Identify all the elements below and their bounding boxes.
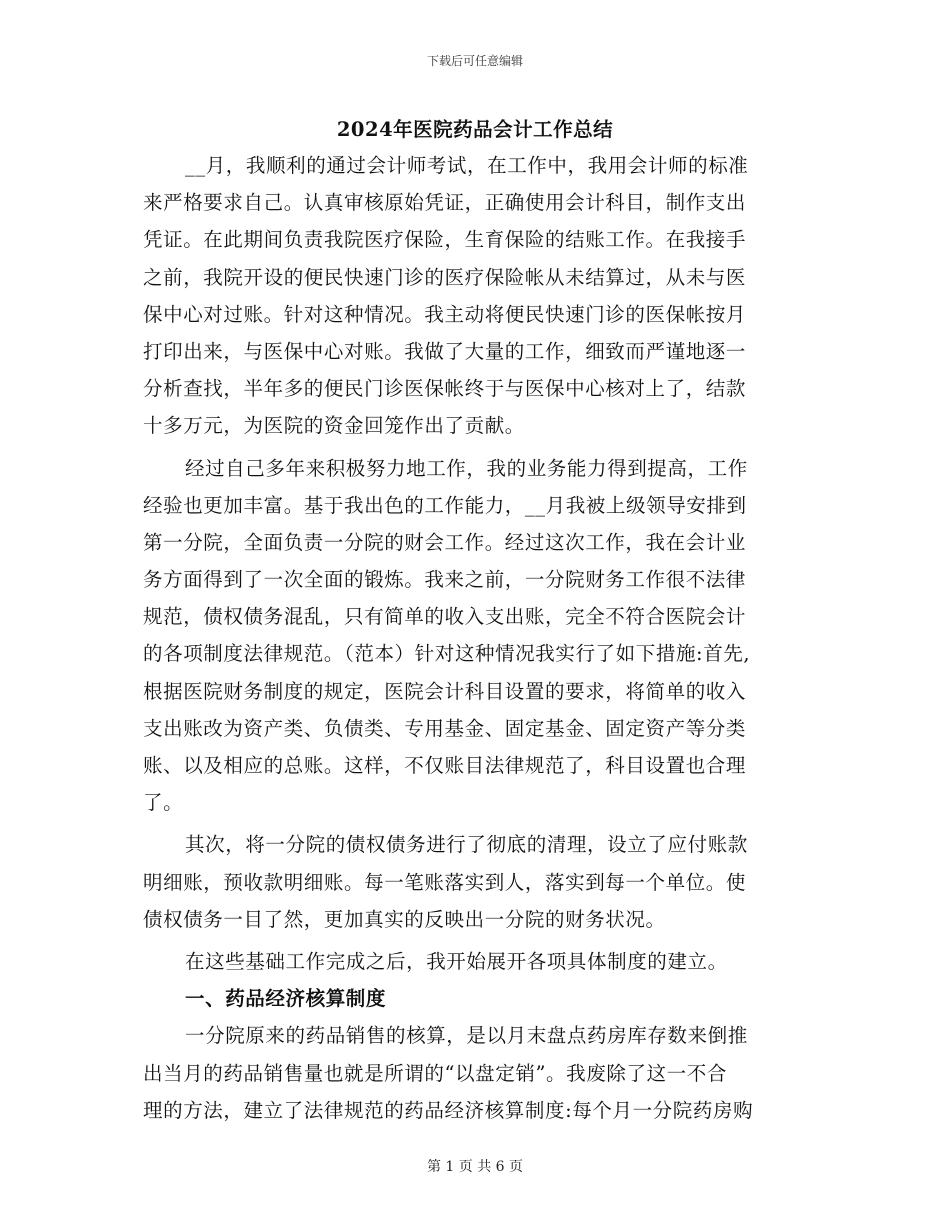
paragraph-line: __月，我顺利的通过会计师考试，在工作中，我用会计师的标准 — [185, 154, 749, 177]
paragraph-line: 之前，我院开设的便民快速门诊的医疗保险帐从未结算过，从未与医 — [143, 265, 747, 289]
section-heading: 一、药品经济核算制度 — [185, 987, 387, 1011]
paragraph-line: 根据医院财务制度的规定，医院会计科目设置的要求，将简单的收入 — [143, 679, 747, 703]
paragraph-line: 一分院原来的药品销售的核算，是以月末盘点药房库存数来倒推 — [185, 1024, 748, 1048]
paragraph-line: 其次，将一分院的债权债务进行了彻底的清理，设立了应付账款 — [185, 833, 748, 857]
header-note: 下载后可任意编辑 — [426, 54, 523, 68]
paragraph-line: 保中心对过账。针对这种情况。我主动将便民快速门诊的医保帐按月 — [143, 302, 747, 326]
paragraph-line: 的各项制度法律规范。（范本）针对这种情况我实行了如下措施:首先, — [143, 642, 751, 666]
paragraph-line: 明细账，预收款明细账。每一笔账落实到人，落实到每一个单位。使 — [143, 870, 747, 894]
paragraph-line: 分析查找，半年多的便民门诊医保帐终于与医保中心核对上了，结款 — [143, 377, 747, 401]
document-title: 2024年医院药品会计工作总结 — [336, 118, 614, 141]
paragraph-line: 出当月的药品销售量也就是所谓的“以盘定销”。我废除了这一不合 — [143, 1061, 727, 1085]
paragraph-line: 凭证。在此期间负责我院医疗保险，生育保险的结账工作。在我接手 — [143, 228, 747, 252]
paragraph-line: 经验也更加丰富。基于我出色的工作能力，__月我被上级领导安排到 — [143, 493, 747, 517]
paragraph-line: 理的方法，建立了法律规范的药品经济核算制度:每个月一分院药房购 — [143, 1098, 754, 1122]
paragraph-line: 第一分院，全面负责一分院的财会工作。经过这次工作，我在会计业 — [143, 530, 747, 554]
paragraph-line: 务方面得到了一次全面的锻炼。我来之前，一分院财务工作很不法律 — [143, 568, 747, 592]
page-indicator: 第 1 页 共 6 页 — [426, 1159, 524, 1175]
paragraph-line: 打印出来，与医保中心对账。我做了大量的工作，细致而严谨地逐一 — [143, 339, 747, 363]
paragraph-line: 经过自己多年来积极努力地工作，我的业务能力得到提高，工作 — [185, 456, 748, 480]
paragraph-line: 在这些基础工作完成之后，我开始展开各项具体制度的建立。 — [185, 949, 728, 973]
paragraph-line: 十多万元，为医院的资金回笼作出了贡献。 — [143, 414, 525, 438]
paragraph-line: 支出账改为资产类、负债类、专用基金、固定基金、固定资产等分类 — [143, 716, 747, 740]
paragraph-line: 规范，债权债务混乱，只有简单的收入支出账，完全不符合医院会计 — [143, 605, 747, 629]
document-body — [143, 147, 823, 1129]
paragraph-line: 来严格要求自己。认真审核原始凭证，正确使用会计科目，制作支出 — [143, 191, 747, 215]
paragraph-line: 债权债务一目了然，更加真实的反映出一分院的财务状况。 — [143, 907, 666, 931]
paragraph-line: 账、以及相应的总账。这样，不仅账目法律规范了，科目设置也合理 — [143, 754, 747, 777]
paragraph-line: 了。 — [143, 791, 184, 815]
